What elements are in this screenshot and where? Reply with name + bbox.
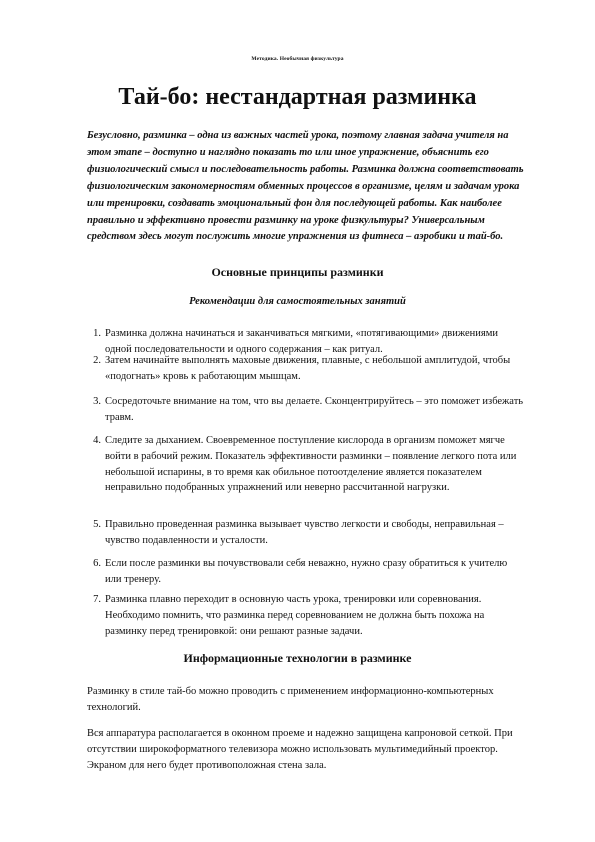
list-item-text: Разминка должна начинаться и заканчиваться мягкими, «потягивающими» движениями одной последовательности и одного содержания – как ритуал. xyxy=(105,328,498,355)
list-item xyxy=(93,517,525,549)
list-item-text: Затем начинайте выполнять маховые движения, плавные, с небольшой амплитудой, чтобы «подогнать» кровь к работающим мышцам. xyxy=(105,355,511,382)
section-subheading-recommendations: Рекомендации для самостоятельных занятий xyxy=(189,296,406,307)
section-heading-principles: Основные принципы разминки xyxy=(211,265,384,279)
list-item-number: 7. xyxy=(93,594,101,605)
list-item xyxy=(93,353,525,385)
list-item-text: Следите за дыханием. Своевременное поступление кислорода в организм поможет мягче войти в рабочий режим. Показатель эффективности разминки – появление легкого пота или небольшой испарины, в то время как обильное потоотделение является показателем неправильно подобранных упражнений или неверно рассчитанной нагрузки. xyxy=(105,435,517,494)
list-item xyxy=(93,592,525,639)
list-item xyxy=(93,556,525,588)
list-item-number: 1. xyxy=(93,328,101,339)
section-heading-it: Информационные технологии в разминке xyxy=(183,651,412,665)
list-item-number: 6. xyxy=(93,558,101,569)
list-item xyxy=(93,394,525,426)
page-title: Тай-бо: нестандартная разминка xyxy=(118,84,477,110)
list-item-text: Правильно проведенная разминка вызывает чувство легкости и свободы, неправильная – чувство подавленности и усталости. xyxy=(105,519,504,546)
list-item-number: 2. xyxy=(93,355,101,366)
list-item xyxy=(93,433,525,496)
list-item-number: 4. xyxy=(93,435,101,446)
list-item-number: 5. xyxy=(93,519,101,530)
intro-paragraph: Безусловно, разминка – одна из важных частей урока, поэтому главная задача учителя на этом этапе – доступно и наглядно показать то или иное упражнение, объяснить его физиологический смысл и последовательность работы. Разминка должна соответствовать физиологическим закономерностям обменных процессов в организме, целям и задачам урока или тренировки, создавать эмоциональный фон для последующей работы. Как наиболее правильно и эффективно провести разминку на уроке физкультуры? Универсальным средством здесь могут послужить многие упражнения из фитнеса – аэробики и тай-бо. xyxy=(87,130,524,243)
list-item-number: 3. xyxy=(93,396,101,407)
body-paragraph: Разминку в стиле тай-бо можно проводить с применением информационно-компьютерных технологий. xyxy=(87,686,494,713)
list-item-text: Сосредоточьте внимание на том, что вы делаете. Сконцентрируйтесь – это поможет избежать травм. xyxy=(105,396,524,423)
list-item-text: Разминка плавно переходит в основную часть урока, тренировки или соревнования. Необходимо помнить, что разминка перед соревнованием не должна быть похожа на разминку перед тренировкой: они решают разные задачи. xyxy=(105,594,485,637)
list-item-text: Если после разминки вы почувствовали себя неважно, нужно сразу обратиться к учителю или тренеру. xyxy=(105,558,508,585)
body-paragraph: Вся аппаратура располагается в оконном проеме и надежно защищена капроновой сеткой. При отсутствии широкоформатного телевизора можно использовать мультимедийный проектор. Экраном для него будет противоположная стена зала. xyxy=(87,728,513,771)
running-header: Методика. Необычная физкультура xyxy=(251,56,344,62)
